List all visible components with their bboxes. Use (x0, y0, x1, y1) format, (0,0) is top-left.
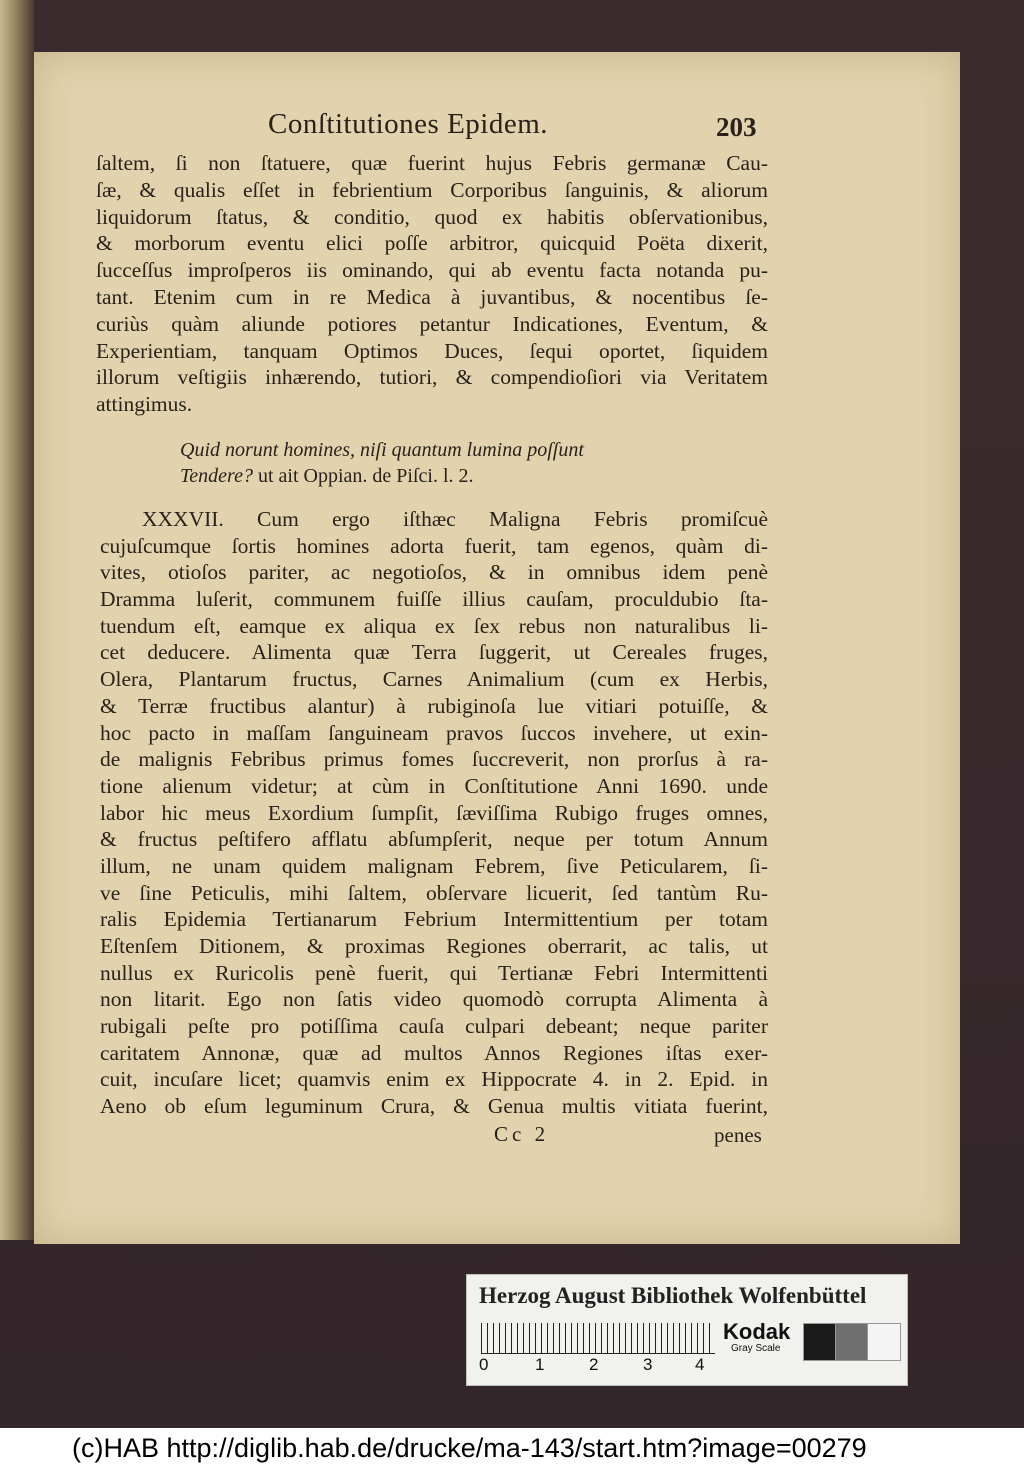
text-line: non litarit. Ego non ſatis video quomodò corrupta Alimenta à (100, 987, 768, 1012)
text-line: cet deducere. Alimenta quæ Terra ſuggerit, ut Cereales fruges, (100, 640, 768, 665)
text-line: ve ſine Peticulis, mihi ſaltem, obſervare licuerit, ſed tantùm Ru- (100, 880, 768, 905)
text-line: caritatem Annonæ, quæ ad multos Annos Regiones iſtas exer- (100, 1040, 768, 1065)
text-line: Aeno ob eſum leguminum Crura, & Genua multis vitiata fuerint, (100, 1094, 768, 1119)
running-header: Conſtitutiones Epidem. (268, 108, 549, 140)
text-line: ſucceſſus improſperos iis ominando, qui ab eventu facta notanda pu- (96, 258, 768, 283)
text-line: tione alienum videtur; at cùm in Conſtitutione Anni 1690. unde (100, 773, 768, 798)
kodak-logo: Kodak (723, 1319, 791, 1344)
measurement-ruler (481, 1323, 715, 1354)
text-line: cujuſcumque ſortis homines adorta fuerit, tam egenos, quàm di- (100, 533, 768, 558)
text-line: tant. Etenim cum in re Medica à juvantibus, & nocentibus ſe- (96, 284, 768, 309)
text-line: tuendum eſt, eamque ex aliqua ex ſex rebus non naturalibus li- (100, 613, 768, 638)
text-line: hoc pacto in maſſam ſanguineam pravos ſuccos invehere, ut exin- (100, 720, 768, 745)
book-edge (0, 0, 34, 1240)
text-line: rubigali peſte pro potiſſima cauſa culpari debeant; neque pariter (100, 1014, 768, 1039)
ruler-number: 4 (695, 1355, 705, 1374)
text-line: labor hic meus Exordium ſumpſit, ſæviſſima Rubigo fruges omnes, (100, 800, 768, 825)
text-line: vites, otioſos pariter, ac negotioſos, & in omnibus idem penè (100, 560, 768, 585)
ruler-number: 0 (479, 1355, 489, 1374)
ruler-number: 2 (589, 1355, 599, 1374)
signature-mark: Cc 2 (494, 1122, 550, 1146)
quote-line (180, 463, 584, 489)
text-line: curiùs quàm aliunde potiores petantur Indicationes, Eventum, & (96, 311, 768, 336)
text-line: illorum veſtigiis inhærendo, tutiori, & compendioſiori via Veritatem (96, 365, 768, 390)
text-line: & fructus peſtifero afflatu abſumpſerit, neque per totum Annum (100, 827, 768, 852)
gray-swatch-light (867, 1323, 901, 1361)
text-line: Experientiam, tanquam Optimos Duces, ſequi oportet, ſiquidem (96, 338, 768, 363)
text-line: & morborum eventu elici poſſe arbitror, quicquid Poëta dixerit, (96, 231, 768, 256)
text-line: ſæ, & qualis eſſet in febrientium Corporibus ſanguinis, & aliorum (96, 177, 768, 202)
text-line: ſaltem, ſi non ſtatuere, quæ fuerint hujus Febris germanæ Cau- (96, 151, 768, 175)
footer-bar (0, 1428, 1024, 1470)
quote-line: Quid norunt homines, niſi quantum lumina poſſunt (180, 439, 584, 461)
body-text-block (96, 150, 768, 418)
page-number: 203 (716, 112, 757, 142)
text-line: attingimus. (96, 392, 193, 417)
block-quote (180, 437, 584, 489)
quote-italic-word: Tendere? (180, 465, 253, 487)
gray-scale-label: Gray Scale (731, 1343, 781, 1354)
text-line: de malignis Febribus primus fomes ſuccreverit, non prorſus à ra- (100, 747, 768, 772)
ruler-number: 1 (535, 1355, 545, 1374)
paragraph-xxxvii (100, 506, 768, 1120)
text-line: & Terræ fructibus alantur) à rubiginoſa lue vitiari potuiſſe, & (100, 693, 768, 718)
text-line: illum, ne unam quidem malignam Febrem, ſive Peticularem, ſi- (100, 853, 768, 878)
text-line: Dramma luſerit, communem fuiſſe illius cauſam, proculdubio ſta- (100, 587, 768, 612)
color-calibration-card (466, 1274, 908, 1386)
gray-swatch-dark (803, 1323, 837, 1361)
catchword: penes (714, 1123, 762, 1147)
gray-swatch-mid (835, 1323, 869, 1361)
text-line: Olera, Plantarum fructus, Carnes Animalium (cum ex Herbis, (100, 667, 768, 692)
text-line: XXXVII. Cum ergo iſthæc Maligna Febris promiſcuè (142, 507, 768, 531)
text-line: cuit, incuſare licet; quamvis enim ex Hippocrate 4. in 2. Epid. in (100, 1067, 768, 1092)
text-line: Eſtenſem Ditionem, & proximas Regiones oberrarit, ac talis, ut (100, 934, 768, 958)
library-name: Herzog August Bibliothek Wolfenbüttel (479, 1283, 867, 1308)
ruler-number: 3 (643, 1355, 653, 1374)
text-line: liquidorum ſtatus, & conditio, quod ex habitis obſervationibus, (96, 204, 768, 229)
text-line: ralis Epidemia Tertianarum Febrium Intermittentium per totam (100, 907, 768, 932)
quote-citation: ut ait Oppian. de Piſci. l. 2. (252, 465, 474, 487)
copyright-url: (c)HAB http://diglib.hab.de/drucke/ma-143/start.htm?image=00279 (72, 1433, 867, 1463)
text-line: nullus ex Ruricolis penè fuerit, qui Tertianæ Febri Intermittenti (100, 960, 768, 985)
